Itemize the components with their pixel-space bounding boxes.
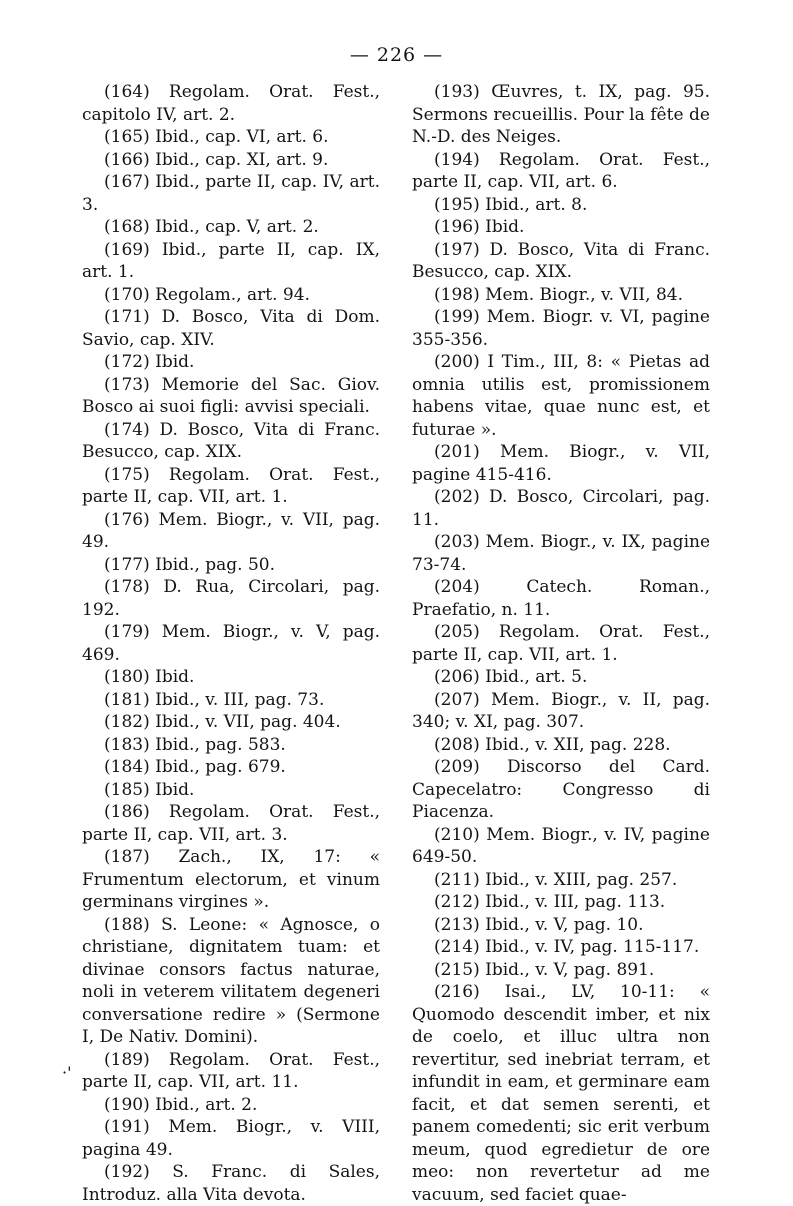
footnote-number: (205)	[434, 622, 480, 642]
footnote-number: (169)	[104, 239, 150, 260]
footnote-number: (204)	[434, 577, 480, 597]
footnote-item	[82, 149, 380, 172]
footnote-text: Regolam. Orat. Fest., parte II, cap. VII, art. 1.	[412, 622, 711, 665]
footnote-text: Zach., IX, 17: « Frumentum electorum, et vinum germinans virgines ».	[82, 847, 381, 912]
footnote-text: Ibid., pag. 679.	[155, 757, 286, 777]
footnote-item	[82, 666, 380, 689]
footnote-text: Regolam. Orat. Fest., parte II, cap. VII, art. 6.	[412, 149, 711, 192]
footnote-text: Regolam. Orat. Fest., parte II, cap. VII, art. 1.	[82, 464, 381, 507]
footnote-item	[82, 306, 380, 351]
footnote-text: Mem. Biogr., v. II, pag. 340; v. XI, pag. 307.	[412, 689, 710, 732]
footnote-item	[82, 1161, 380, 1206]
footnote-item	[82, 374, 380, 419]
footnote-text: S. Franc. di Sales, Introduz. alla Vita devota.	[82, 1162, 380, 1205]
footnote-text: Ibid., v. III, pag. 113.	[485, 892, 666, 912]
margin-mark: ·'	[62, 1063, 72, 1082]
footnote-item	[412, 666, 710, 689]
footnote-number: (207)	[434, 689, 480, 710]
footnote-number: (167)	[104, 172, 150, 192]
footnote-number: (199)	[434, 307, 480, 327]
footnote-text: Ibid.	[155, 352, 195, 372]
footnote-item	[82, 509, 380, 554]
footnote-number: (198)	[434, 284, 480, 305]
footnote-item	[412, 869, 710, 892]
footnote-number: (179)	[104, 622, 150, 642]
footnote-item	[412, 531, 710, 576]
page-number: — 226 —	[349, 44, 444, 66]
footnote-text: Ibid., parte II, cap. IX, art. 1.	[82, 239, 381, 282]
footnote-number: (197)	[434, 239, 480, 260]
footnote-item	[82, 351, 380, 374]
footnote-text: Ibid., v. XIII, pag. 257.	[485, 869, 678, 890]
footnote-item	[412, 756, 710, 824]
footnote-number: (192)	[104, 1162, 150, 1182]
footnote-text: D. Bosco, Circolari, pag. 11.	[412, 487, 711, 530]
footnote-item	[82, 464, 380, 509]
footnote-item	[82, 1049, 380, 1094]
footnote-number: (206)	[434, 667, 480, 687]
footnote-text: Isai., LV, 10-11: « Quomodo descendit imber, et nix de coelo, et illuc ultra non revertitur, sed inebriat terram, et infundit in eam, et germinare eam facit, et dat semen serenti, et panem comedenti; sic erit verbum meum, quod egredietur de ore meo: non revertetur ad me vacuum, sed faciet quae-	[412, 982, 710, 1205]
footnote-item	[412, 486, 710, 531]
footnote-number: (189)	[104, 1049, 150, 1070]
footnote-text: Œuvres, t. IX, pag. 95. Sermons recueillis. Pour la fête de N.-D. des Neiges.	[412, 82, 710, 147]
footnote-text: Memorie del Sac. Giov. Bosco ai suoi figli: avvisi speciali.	[82, 374, 380, 417]
footnote-item	[82, 1094, 380, 1117]
footnote-item	[82, 171, 380, 216]
footnote-number: (209)	[434, 757, 480, 777]
footnote-item	[82, 711, 380, 734]
footnote-number: (184)	[104, 757, 150, 777]
footnote-text: Mem. Biogr., v. VII, pag. 49.	[82, 509, 380, 552]
footnote-text: Ibid.	[155, 667, 195, 687]
footnote-item	[82, 621, 380, 666]
footnote-number: (214)	[434, 937, 480, 957]
footnote-item	[412, 621, 710, 666]
footnote-text: Mem. Biogr., v. VIII, pagina 49.	[82, 1117, 380, 1160]
footnote-number: (203)	[434, 532, 480, 552]
footnote-text: Regolam. Orat. Fest., parte II, cap. VII, art. 3.	[82, 802, 381, 845]
footnote-number: (190)	[104, 1094, 150, 1115]
footnote-text: D. Bosco, Vita di Franc. Besucco, cap. XIX.	[412, 239, 711, 282]
footnote-item	[82, 779, 380, 802]
footnotes-left-column	[82, 81, 380, 1206]
footnote-text: D. Bosco, Vita di Franc. Besucco, cap. XIX.	[82, 419, 381, 462]
footnote-number: (183)	[104, 734, 150, 755]
footnote-number: (213)	[434, 914, 480, 935]
footnote-text: Mem. Biogr., v. IV, pagine 649-50.	[412, 824, 710, 867]
footnote-item	[412, 351, 710, 441]
footnote-number: (180)	[104, 667, 150, 687]
footnote-number: (177)	[104, 554, 150, 575]
footnote-text: Ibid., pag. 50.	[155, 554, 275, 575]
footnote-number: (170)	[104, 284, 150, 305]
footnote-text: D. Rua, Circolari, pag. 192.	[82, 577, 380, 620]
footnote-number: (202)	[434, 487, 480, 507]
footnote-item	[82, 239, 380, 284]
footnote-number: (175)	[104, 464, 150, 485]
footnote-text: Ibid., cap. VI, art. 6.	[155, 127, 329, 147]
footnote-item	[82, 689, 380, 712]
footnote-text: Regolam. Orat. Fest., parte II, cap. VII, art. 11.	[82, 1049, 381, 1092]
footnote-item	[82, 216, 380, 239]
footnote-item	[82, 734, 380, 757]
footnote-text: Mem. Biogr., v. VII, 84.	[485, 284, 683, 305]
footnote-item	[82, 126, 380, 149]
footnote-text: Ibid.	[485, 217, 525, 237]
footnote-number: (182)	[104, 712, 150, 732]
footnote-number: (187)	[104, 847, 150, 867]
footnote-item	[412, 194, 710, 217]
footnote-item	[412, 81, 710, 149]
footnote-number: (188)	[104, 914, 150, 935]
footnote-text: Ibid.	[155, 779, 195, 800]
footnote-number: (193)	[434, 82, 480, 102]
footnote-number: (195)	[434, 194, 480, 215]
footnote-text: D. Bosco, Vita di Dom. Savio, cap. XIV.	[82, 307, 381, 350]
footnote-item	[82, 81, 380, 126]
footnote-item	[82, 756, 380, 779]
footnote-text: Catech. Roman., Praefatio, n. 11.	[412, 577, 711, 620]
footnote-number: (210)	[434, 824, 480, 845]
footnote-text: Ibid., v. V, pag. 10.	[485, 914, 644, 935]
footnote-item	[82, 419, 380, 464]
footnote-item	[412, 824, 710, 869]
footnote-number: (215)	[434, 959, 480, 980]
footnote-number: (211)	[434, 869, 480, 890]
footnote-item	[412, 734, 710, 757]
footnote-item	[412, 936, 710, 959]
footnote-item	[412, 216, 710, 239]
footnote-text: Ibid., v. V, pag. 891.	[485, 959, 655, 980]
footnote-item	[412, 441, 710, 486]
footnote-text: Mem. Biogr., v. IX, pagine 73-74.	[412, 532, 711, 575]
footnote-text: S. Leone: « Agnosce, o christiane, dignitatem tuam: et divinae consors factus naturae, noli in veterem vilitatem degeneri conversatione redire » (Sermone I, De Nativ. Domini).	[82, 914, 380, 1047]
footnote-item	[412, 689, 710, 734]
footnote-number: (200)	[434, 352, 480, 372]
footnote-text: Ibid., cap. V, art. 2.	[155, 217, 319, 237]
footnote-text: Ibid., cap. XI, art. 9.	[155, 149, 329, 170]
footnote-number: (191)	[104, 1117, 150, 1137]
footnote-item	[412, 981, 710, 1206]
footnote-number: (165)	[104, 127, 150, 147]
footnote-number: (173)	[104, 374, 150, 395]
footnote-text: Ibid., art. 5.	[485, 667, 588, 687]
footnote-number: (186)	[104, 802, 150, 822]
footnote-text: I Tim., III, 8: « Pietas ad omnia utilis est, promissionem habens vitae, quae nunc est, et futurae ».	[412, 352, 711, 440]
footnote-number: (164)	[104, 82, 150, 102]
footnote-text: Regolam., art. 94.	[155, 284, 310, 305]
footnote-text: Regolam. Orat. Fest., capitolo IV, art. 2.	[82, 82, 381, 125]
footnote-text: Ibid., v. III, pag. 73.	[155, 689, 325, 710]
footnote-number: (181)	[104, 689, 150, 710]
footnote-text: Mem. Biogr., v. VII, pagine 415-416.	[412, 442, 711, 485]
footnote-text: Ibid., art. 8.	[485, 194, 588, 215]
footnote-number: (166)	[104, 149, 150, 170]
footnote-item	[82, 846, 380, 914]
footnote-number: (178)	[104, 577, 150, 597]
footnote-number: (171)	[104, 307, 150, 327]
footnote-number: (174)	[104, 419, 150, 440]
footnote-item	[412, 959, 710, 982]
footnote-item	[412, 284, 710, 307]
footnote-item	[412, 914, 710, 937]
footnote-number: (172)	[104, 352, 150, 372]
footnote-item	[412, 576, 710, 621]
footnote-number: (196)	[434, 217, 480, 237]
footnote-text: Mem. Biogr. v. VI, pagine 355-356.	[412, 307, 710, 350]
footnote-text: Ibid., pag. 583.	[155, 734, 286, 755]
footnote-item	[82, 801, 380, 846]
footnote-item	[412, 239, 710, 284]
footnote-number: (216)	[434, 982, 480, 1002]
footnote-number: (176)	[104, 509, 150, 530]
footnote-text: Ibid., v. IV, pag. 115-117.	[485, 937, 700, 957]
footnote-number: (168)	[104, 217, 150, 237]
footnote-item	[82, 554, 380, 577]
footnote-text: Ibid., art. 2.	[155, 1094, 258, 1115]
footnote-item	[412, 149, 710, 194]
footnote-text: Ibid., v. XII, pag. 228.	[485, 734, 671, 755]
footnote-number: (208)	[434, 734, 480, 755]
footnote-number: (194)	[434, 149, 480, 170]
footnote-number: (212)	[434, 892, 480, 912]
footnote-item	[82, 576, 380, 621]
footnote-item	[412, 306, 710, 351]
footnote-text: Ibid., parte II, cap. IV, art. 3.	[82, 172, 381, 215]
footnote-text: Discorso del Card. Capecelatro: Congresso di Piacenza.	[412, 757, 711, 822]
footnotes-right-column	[412, 81, 710, 1206]
footnote-number: (185)	[104, 779, 150, 800]
footnote-item	[412, 891, 710, 914]
footnote-text: Ibid., v. VII, pag. 404.	[155, 712, 341, 732]
footnote-item	[82, 914, 380, 1049]
footnote-number: (201)	[434, 442, 480, 462]
footnote-item	[82, 284, 380, 307]
footnote-text: Mem. Biogr., v. V, pag. 469.	[82, 622, 381, 665]
